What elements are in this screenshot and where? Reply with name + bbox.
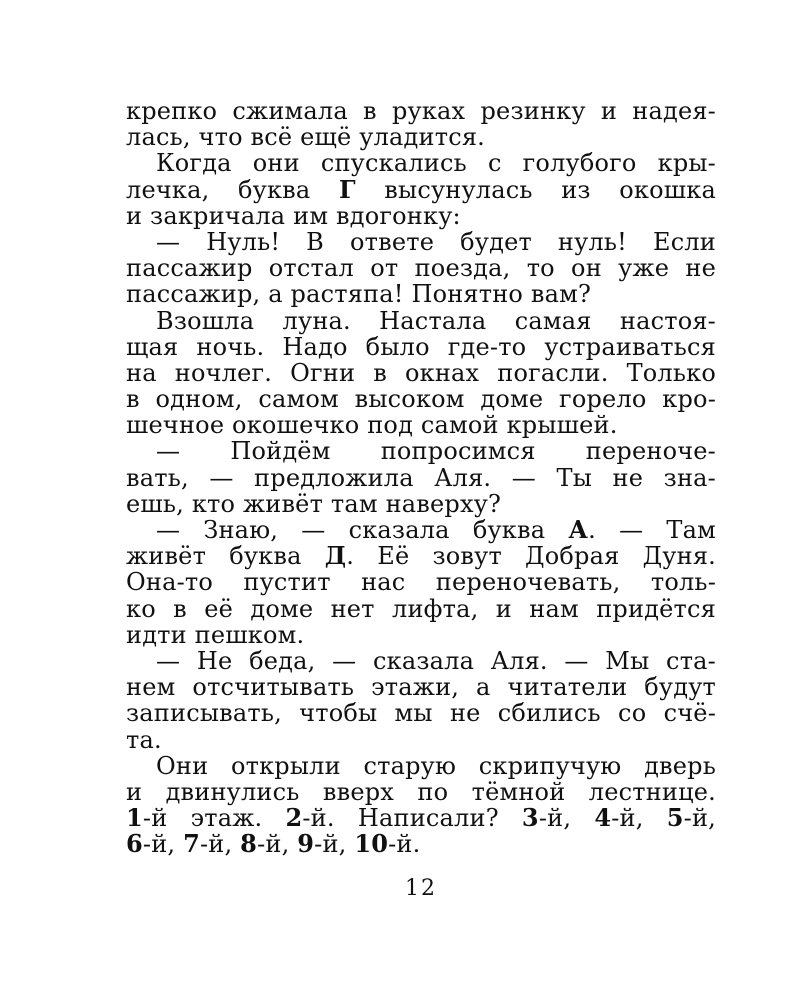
bold-text: Д	[324, 541, 347, 571]
text-line	[126, 438, 716, 464]
text-run: на ночлег. Огни в окнах погасли. Только	[126, 358, 716, 387]
text-run: крепко сжимала в руках резинку и надея-	[126, 97, 716, 125]
text-run: Когда они спускались с голубого кры-	[156, 149, 716, 178]
text-run: — Знаю, — сказала буква	[156, 516, 569, 544]
bold-text: 9	[297, 829, 315, 859]
text-run: -й.	[388, 830, 421, 859]
text-line	[126, 386, 716, 412]
bold-text: 6	[126, 829, 143, 859]
text-run: . Её зовут Добрая Дуня.	[346, 542, 716, 571]
bold-text: 1	[126, 803, 143, 833]
text-run: -й. Написали?	[302, 804, 522, 833]
bold-text: Г	[338, 174, 356, 204]
text-run: Взошла луна. Настала самая настоя-	[156, 306, 716, 335]
bold-text: 10	[354, 829, 389, 859]
text-run: Она-то пустит нас переночевать, толь-	[126, 568, 716, 597]
text-line	[126, 150, 716, 176]
paragraph	[126, 648, 716, 753]
text-run: -й,	[199, 830, 241, 859]
text-line	[126, 203, 716, 229]
text-run: шечное окошечко под самой крышей.	[126, 411, 618, 440]
text-run: высунулась из окошка	[355, 175, 716, 204]
text-run: -й,	[611, 804, 667, 833]
text-line	[126, 98, 716, 124]
text-run: пассажир отстал от поезда, то он уже не	[126, 254, 716, 283]
paragraph	[126, 308, 716, 439]
text-run: нем отсчитывать этажи, а читатели будут	[126, 673, 716, 702]
text-line	[126, 491, 716, 517]
text-run: -й,	[142, 830, 184, 859]
text-run: пассажир, а растяпа! Понятно вам?	[126, 280, 592, 309]
bold-text: 4	[594, 803, 612, 833]
page-body	[126, 98, 716, 857]
text-line	[126, 727, 716, 753]
bold-text: 7	[183, 829, 200, 859]
text-line	[126, 174, 716, 204]
text-line	[126, 360, 716, 386]
bold-text: 2	[285, 803, 303, 833]
text-line	[126, 622, 716, 648]
paragraph	[126, 517, 716, 648]
text-run: ко в её доме нет лифта, и нам придётся	[126, 594, 716, 623]
text-run: вать, — предложила Аля. — Ты не зна-	[126, 463, 716, 492]
text-line	[126, 255, 716, 281]
text-line	[126, 124, 716, 150]
text-line	[126, 753, 716, 779]
text-line	[126, 805, 716, 831]
text-run: . — Там	[588, 516, 716, 544]
text-run: и закричала им вдогонку:	[126, 201, 461, 230]
text-run: -й,	[683, 804, 716, 833]
paragraph	[126, 150, 716, 229]
bold-text: А	[568, 515, 589, 544]
text-run: — Пойдём попросимся переноче-	[156, 437, 716, 466]
text-line	[126, 831, 716, 857]
bold-text: 8	[240, 829, 258, 859]
text-line	[126, 569, 716, 595]
text-run: -й,	[257, 830, 298, 859]
text-line	[126, 308, 716, 334]
text-run: та.	[126, 725, 162, 754]
text-line	[126, 648, 716, 674]
text-line	[126, 229, 716, 255]
text-run: ешь, кто живёт там наверху?	[126, 489, 502, 518]
text-run: в одном, самом высоком доме горело кро-	[126, 385, 716, 414]
text-line	[126, 465, 716, 491]
text-run: щая ночь. Надо было где-то устраиваться	[126, 332, 716, 361]
text-run: — Нуль! В ответе будет нуль! Если	[156, 227, 716, 256]
text-line	[126, 596, 716, 622]
text-line	[126, 700, 716, 726]
page-number: 12	[405, 876, 437, 901]
text-line	[126, 412, 716, 438]
text-run: записывать, чтобы мы не сбились со счё-	[126, 699, 716, 728]
text-run: -й,	[538, 804, 595, 833]
paragraph	[126, 229, 716, 308]
text-line	[126, 334, 716, 360]
paragraph	[126, 438, 716, 517]
bold-text: 5	[666, 803, 684, 833]
text-line	[126, 281, 716, 307]
text-line	[126, 674, 716, 700]
text-run: идти пешком.	[126, 620, 305, 649]
text-line	[126, 779, 716, 805]
text-run: -й этаж.	[142, 804, 286, 833]
text-run: лась, что всё ещё уладится.	[126, 123, 486, 152]
text-line	[126, 543, 716, 569]
text-line	[126, 517, 716, 543]
text-run: — Не беда, — сказала Аля. — Мы ста-	[156, 646, 716, 675]
text-run: живёт буква	[126, 542, 325, 571]
paragraph	[126, 753, 716, 858]
text-run: и двинулись вверх по тёмной лестнице.	[126, 777, 716, 806]
text-run: Они открыли старую скрипучую дверь	[156, 751, 716, 780]
text-run: -й,	[314, 830, 355, 859]
paragraph	[126, 98, 716, 150]
text-run: лечка, буква	[126, 175, 339, 204]
bold-text: 3	[521, 803, 539, 833]
